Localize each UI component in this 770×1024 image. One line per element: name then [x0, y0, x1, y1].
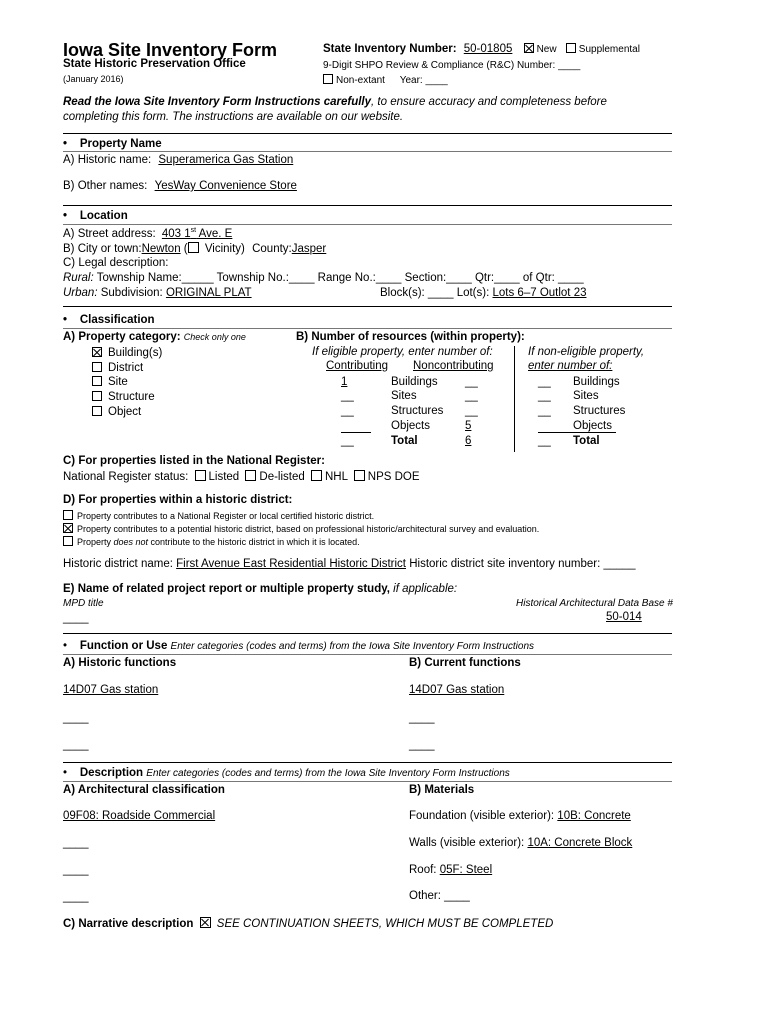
total-separator — [341, 432, 371, 433]
noneligible-resource-type: Structures — [573, 405, 626, 417]
intro-rest-1: , to ensure accuracy and completeness before — [371, 96, 607, 108]
other-material-value[interactable]: ____ — [444, 890, 470, 902]
property-category-label-text: A) Property category: — [63, 331, 181, 343]
hd-option-1-checkbox[interactable] — [63, 510, 73, 520]
arch-classification-label: A) Architectural classification — [63, 784, 225, 796]
noncontributing-count[interactable]: 5 — [465, 420, 472, 432]
shpo-value[interactable]: ____ — [558, 60, 581, 71]
hd-number-label: Historic district site inventory number: — [409, 558, 601, 570]
divider — [63, 224, 672, 225]
noneligible-count[interactable]: __ — [538, 376, 551, 388]
roof-value[interactable]: 05F: Steel — [439, 864, 493, 876]
nr-npsdoe-checkbox[interactable] — [354, 470, 365, 481]
street-address-label: A) Street address: — [63, 227, 156, 240]
non-extant-checkbox[interactable] — [323, 74, 333, 84]
hd-option-1 — [63, 510, 374, 521]
supplemental-label: Supplemental — [578, 44, 640, 55]
hd-option-3-text: contribute to the historic district in which it is located. — [148, 537, 360, 547]
street-address-sup: st — [190, 227, 197, 234]
hd-option-3-emph: does not — [113, 537, 149, 547]
mpd-label: MPD title — [63, 598, 104, 609]
lots-value[interactable]: Lots 6–7 Outlot 23 — [492, 287, 587, 299]
nr-delisted-checkbox[interactable] — [245, 470, 256, 481]
divider — [63, 151, 672, 152]
noneligible-count[interactable]: __ — [538, 405, 551, 417]
classification-heading-text: Classification — [79, 314, 155, 326]
noneligible-resource-type: Buildings — [573, 376, 620, 388]
form-title: Iowa Site Inventory Form — [63, 40, 278, 60]
nr-nhl-label: NHL — [324, 471, 348, 483]
historic-name-value[interactable]: Superamerica Gas Station — [158, 154, 294, 166]
walls-value[interactable]: 10A: Concrete Block — [527, 837, 633, 849]
narrative-label: C) Narrative description — [63, 918, 194, 930]
hd-name-row — [63, 558, 635, 570]
supplemental-checkbox[interactable] — [566, 43, 576, 53]
historic-name-label: A) Historic name: — [63, 154, 152, 166]
divider — [63, 205, 672, 206]
street-address-part: Ave. E — [196, 227, 233, 240]
mpd-value[interactable]: ____ — [63, 612, 89, 624]
divider — [63, 133, 672, 134]
materials-label: B) Materials — [409, 784, 475, 796]
nr-delisted-label: De-listed — [259, 471, 305, 483]
subdivision-value[interactable]: ORIGINAL PLAT — [165, 287, 252, 299]
related-label: E) Name of related project report or multiple property study, — [63, 583, 390, 595]
new-checkbox[interactable] — [524, 43, 534, 53]
historic-function-2[interactable]: ____ — [63, 712, 89, 724]
current-function-3[interactable]: ____ — [409, 739, 435, 751]
current-function-2[interactable]: ____ — [409, 712, 435, 724]
arch-class-3[interactable]: ____ — [63, 864, 89, 876]
category-site-checkbox[interactable] — [92, 376, 102, 386]
narrative-checkbox[interactable] — [200, 917, 211, 928]
vicinity-label: Vicinity) — [204, 243, 245, 255]
property-name-heading-text: Property Name — [79, 138, 162, 150]
city-row: B) City or town:Newton ( Vicinity) County:Jasper — [63, 243, 327, 255]
resources-label: B) Number of resources (within property): — [296, 331, 525, 343]
other-names-label: B) Other names: — [63, 180, 148, 192]
non-extant-row — [323, 74, 448, 86]
foundation-row — [409, 810, 631, 822]
hd-name-value[interactable]: First Avenue East Residential Historic District — [176, 558, 406, 570]
resource-type: Buildings — [391, 376, 438, 388]
arch-class-4[interactable]: ____ — [63, 891, 89, 903]
category-building-label: Building(s) — [108, 347, 163, 359]
hd-option-1-label: Property contributes to a National Register or local certified historic district. — [77, 511, 375, 521]
foundation-label: Foundation (visible exterior): — [409, 810, 555, 822]
historic-function-3[interactable]: ____ — [63, 739, 89, 751]
hd-option-3 — [63, 536, 360, 547]
noneligible-note-2: enter number of: — [528, 360, 613, 372]
category-district — [92, 361, 162, 376]
hd-option-3-checkbox[interactable] — [63, 536, 73, 546]
urban-row — [63, 287, 252, 299]
noneligible-count[interactable]: __ — [538, 390, 551, 402]
category-building-checkbox[interactable] — [92, 347, 102, 357]
walls-row — [409, 837, 632, 849]
block-lot-row — [380, 287, 586, 299]
year-value[interactable]: ____ — [425, 75, 448, 86]
narrative-row — [63, 917, 553, 930]
description-heading-text: Description — [79, 767, 144, 779]
intro-bold: Read the Iowa Site Inventory Form Instructions carefully — [63, 96, 372, 108]
hd-option-2 — [63, 523, 539, 534]
category-site — [92, 375, 162, 390]
walls-label: Walls (visible exterior): — [409, 837, 525, 849]
nr-label: C) For properties listed in the National Register: — [63, 455, 325, 467]
related-note: if applicable: — [393, 583, 458, 595]
urban-label: Urban: — [63, 287, 98, 299]
category-site-label: Site — [108, 376, 128, 389]
nr-npsdoe-label: NPS DOE — [367, 471, 420, 483]
contributing-count[interactable]: __ — [341, 405, 354, 417]
roof-row — [409, 864, 492, 876]
other-material-label: Other: — [409, 890, 441, 902]
noncontributing-count[interactable]: 6 — [465, 435, 472, 447]
legal-description-label: C) Legal description: — [63, 257, 169, 269]
hadb-label: Historical Architectural Data Base # — [516, 598, 673, 609]
nr-listed-checkbox[interactable] — [195, 470, 206, 481]
rural-row — [63, 272, 584, 284]
description-heading: • Description Enter categories (codes and terms) from the Iowa Site Inventory Form Instructions — [63, 767, 510, 779]
subdivision-label: Subdivision: — [100, 287, 163, 299]
property-category-label — [63, 331, 246, 343]
location-heading: • Location — [63, 210, 128, 222]
divider — [63, 306, 672, 307]
noncontributing-count[interactable]: __ — [465, 390, 478, 402]
noneligible-note: If non-eligible property, — [528, 346, 645, 358]
category-structure-label: Structure — [108, 391, 155, 404]
rural-fields[interactable]: Township Name:_____ Township No.:____ Range No.:____ Section:____ Qtr:____ of Qtr: ____ — [96, 272, 584, 284]
resource-type: Objects — [391, 420, 430, 432]
arch-class-2[interactable]: ____ — [63, 837, 89, 849]
shpo-label: 9-Digit SHPO Review & Compliance (R&C) Number: — [323, 60, 556, 71]
divider — [63, 633, 672, 634]
category-district-checkbox[interactable] — [92, 362, 102, 372]
property-category-note: Check only one — [183, 332, 246, 342]
historic-function-1[interactable]: 14D07 Gas station — [63, 684, 159, 696]
other-names-row — [63, 180, 297, 192]
noneligible-count[interactable]: __ — [538, 435, 551, 447]
nr-status-row — [63, 470, 420, 483]
state-inventory-label: State Inventory Number: — [323, 43, 457, 55]
vicinity-checkbox[interactable] — [188, 242, 199, 253]
column-divider — [514, 346, 515, 452]
classification-heading: • Classification — [63, 314, 155, 326]
resource-type: Structures — [391, 405, 444, 417]
category-district-label: District — [108, 361, 144, 374]
roof-label: Roof: — [409, 864, 437, 876]
hd-option-3-text: Property — [77, 537, 114, 547]
divider — [63, 762, 672, 763]
contributing-count[interactable]: __ — [341, 435, 354, 447]
intro-line-2: completing this form. The instructions are available on our website. — [63, 111, 404, 123]
noneligible-resource-type: Objects — [573, 420, 612, 432]
col-noncontributing: Noncontributing — [413, 360, 494, 372]
hd-label: D) For properties within a historic district: — [63, 494, 293, 506]
hd-option-2-checkbox[interactable] — [63, 523, 73, 533]
form-date: (January 2016) — [63, 74, 124, 84]
category-building — [92, 346, 162, 361]
other-names-value[interactable]: YesWay Convenience Store — [154, 180, 297, 192]
nr-status-label: National Register status: — [63, 471, 189, 483]
category-structure — [92, 390, 162, 405]
location-heading-text: Location — [79, 210, 128, 222]
noncontributing-count[interactable]: __ — [465, 376, 478, 388]
hadb-value[interactable]: 50-014 — [606, 611, 642, 623]
noneligible-resource-type: Total — [573, 435, 600, 447]
historic-functions-label: A) Historic functions — [63, 657, 177, 669]
contributing-count[interactable]: __ — [341, 390, 354, 402]
related-row — [63, 583, 457, 595]
current-functions-label: B) Current functions — [409, 657, 521, 669]
rural-label: Rural: — [63, 272, 94, 284]
state-inventory-row — [323, 43, 640, 55]
foundation-value[interactable]: 10B: Concrete — [557, 810, 631, 822]
col-contributing: Contributing — [326, 360, 389, 372]
nr-listed-label: Listed — [208, 471, 240, 483]
category-structure-checkbox[interactable] — [92, 391, 102, 401]
divider — [63, 328, 672, 329]
noneligible-resource-type: Sites — [573, 390, 599, 402]
year-label: Year: — [399, 75, 423, 86]
resource-type: Sites — [391, 390, 417, 402]
divider — [63, 781, 672, 782]
street-address-part: 403 1 — [161, 227, 191, 240]
contributing-count[interactable]: 1 — [341, 376, 348, 388]
function-heading-text: Function or Use — [79, 640, 168, 652]
city-value[interactable]: Newton — [141, 243, 181, 255]
noncontributing-count[interactable]: __ — [465, 405, 478, 417]
eligible-note: If eligible property, enter number of: — [312, 346, 493, 358]
category-object-checkbox[interactable] — [92, 406, 102, 416]
arch-class-1[interactable]: 09F08: Roadside Commercial — [63, 810, 216, 822]
intro-line-1 — [63, 96, 607, 108]
divider — [63, 654, 672, 655]
function-heading: • Function or Use Enter categories (codes and terms) from the Iowa Site Inventory Form Instructions — [63, 640, 535, 652]
county-value[interactable]: Jasper — [291, 243, 327, 255]
hd-option-2-label: Property contributes to a potential historic district, based on professional historic/architectural survey and evaluation. — [77, 524, 540, 534]
category-list — [92, 346, 162, 420]
office-name: State Historic Preservation Office — [63, 58, 246, 70]
shpo-row — [323, 60, 580, 71]
new-label: New — [536, 44, 557, 55]
description-note: Enter categories (codes and terms) from the Iowa Site Inventory Form Instructions — [146, 768, 510, 779]
county-label: County: — [252, 243, 292, 255]
block-label: Block(s): ____ Lot(s): — [380, 287, 490, 299]
city-label: B) City or town: — [63, 243, 142, 255]
hd-number-value[interactable]: _____ — [603, 558, 636, 570]
total-separator — [538, 432, 616, 433]
other-material-row — [409, 890, 470, 902]
current-function-1[interactable]: 14D07 Gas station — [409, 684, 505, 696]
resource-type: Total — [391, 435, 418, 447]
function-note: Enter categories (codes and terms) from the Iowa Site Inventory Form Instructions — [170, 641, 535, 652]
category-object — [92, 405, 162, 420]
category-object-label: Object — [108, 405, 142, 418]
street-address-value[interactable] — [162, 228, 232, 240]
state-inventory-number[interactable]: 50-01805 — [463, 43, 513, 55]
historic-name-row — [63, 154, 293, 166]
hd-name-label: Historic district name: — [63, 558, 173, 570]
nr-nhl-checkbox[interactable] — [311, 470, 322, 481]
property-name-heading: • Property Name — [63, 138, 162, 150]
non-extant-label: Non-extant — [336, 75, 385, 86]
street-address-row — [63, 227, 232, 240]
narrative-note: SEE CONTINUATION SHEETS, WHICH MUST BE COMPLETED — [216, 918, 554, 930]
